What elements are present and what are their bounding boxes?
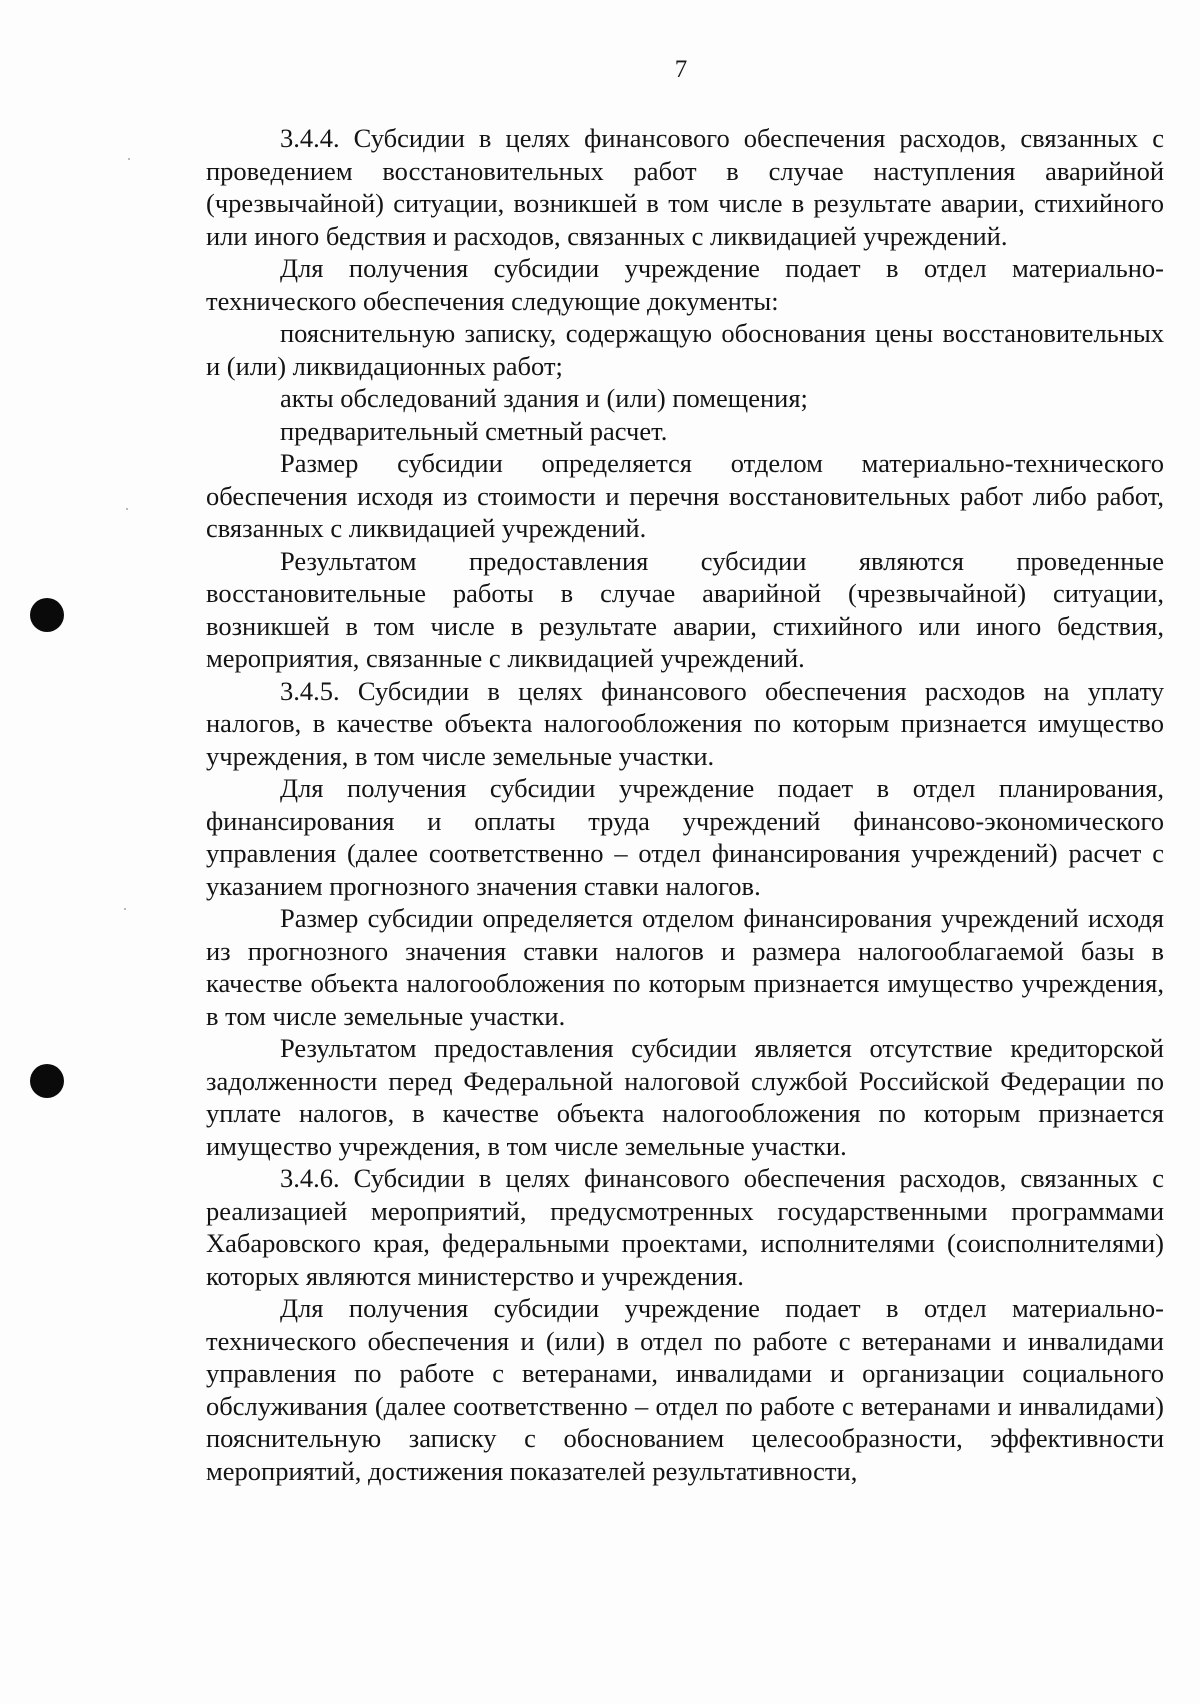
paragraph-documents-request: Для получения субсидии учреждение подает в отдел материально-технического обеспечения следующие документы:: [206, 253, 1164, 316]
paragraph-tax-result: Результатом предоставления субсидии является отсутствие кредиторской задолженности перед Федеральной налоговой службой Российской Федерации по уплате налогов, в качестве объекта налогообложения по которым признается имущество учреждения, в том числе земельные участки.: [206, 1033, 1164, 1161]
scan-speck: [126, 508, 128, 510]
punch-hole-bottom: [30, 1064, 64, 1098]
paragraph-inspection-acts: акты обследований здания и (или) помещения;: [280, 383, 808, 413]
paragraph-3-4-4: 3.4.4. Субсидии в целях финансового обеспечения расходов, связанных с проведением восстановительных работ в случае наступления аварийной (чрезвычайной) ситуации, возникшей в том числе в результате аварии, стихийного или иного бедствия и расходов, связанных с ликвидацией учреждений.: [206, 123, 1164, 251]
paragraph-explanatory-note: пояснительную записку, содержащую обоснования цены восстановительных и (или) ликвидационных работ;: [206, 318, 1164, 381]
punch-hole-top: [30, 598, 64, 632]
paragraph-program-documents: Для получения субсидии учреждение подает в отдел материально-технического обеспечения и (или) в отдел по работе с ветеранами и инвалидами управления по работе с ветеранами, инвалидами и организации социального обслуживания (далее соответственно – отдел по работе с ветеранами и инвалидами) пояснительную записку с обоснованием целесообразности, эффективности мероприятий, достижения показателей результативности,: [206, 1293, 1164, 1486]
paragraph-3-4-6: 3.4.6. Субсидии в целях финансового обеспечения расходов, связанных с реализацией мероприятий, предусмотренных государственными программами Хабаровского края, федеральными проектами, исполнителями (соисполнителями) которых являются министерство и учреждения.: [206, 1163, 1164, 1291]
paragraph-estimate: предварительный сметный расчет.: [280, 415, 668, 446]
scan-speck: [128, 158, 130, 160]
paragraph-tax-documents: Для получения субсидии учреждение подает в отдел планирования, финансирования и оплаты труда учреждений финансово-экономического управления (далее соответственно – отдел финансирования учреждений) расчет с указанием прогнозного значения ставки налогов.: [206, 773, 1164, 901]
paragraph-tax-subsidy-size: Размер субсидии определяется отделом финансирования учреждений исходя из прогнозного значения ставки налогов и размера налогооблагаемой базы в качестве объекта налогообложения по которым признается имущество учреждения, в том числе земельные участки.: [206, 903, 1164, 1031]
paragraph-result: Результатом предоставления субсидии являются проведенные восстановительные работы в случае аварийной (чрезвычайной) ситуации, возникшей в том числе в результате аварии, стихийного или иного бедствия, мероприятия, связанные с ликвидацией учреждений.: [206, 545, 1164, 673]
paragraph-3-4-5: 3.4.5. Субсидии в целях финансового обеспечения расходов на уплату налогов, в качестве объекта налогообложения по которым признается имущество учреждения, в том числе земельные участки.: [206, 675, 1164, 771]
page-number: 7: [674, 56, 688, 83]
document-body: [206, 122, 1164, 1487]
scan-speck: [124, 908, 126, 910]
paragraph-subsidy-size: Размер субсидии определяется отделом материально-технического обеспечения исходя из стоимости и перечня восстановительных работ либо работ, связанных с ликвидацией учреждений.: [206, 448, 1164, 543]
